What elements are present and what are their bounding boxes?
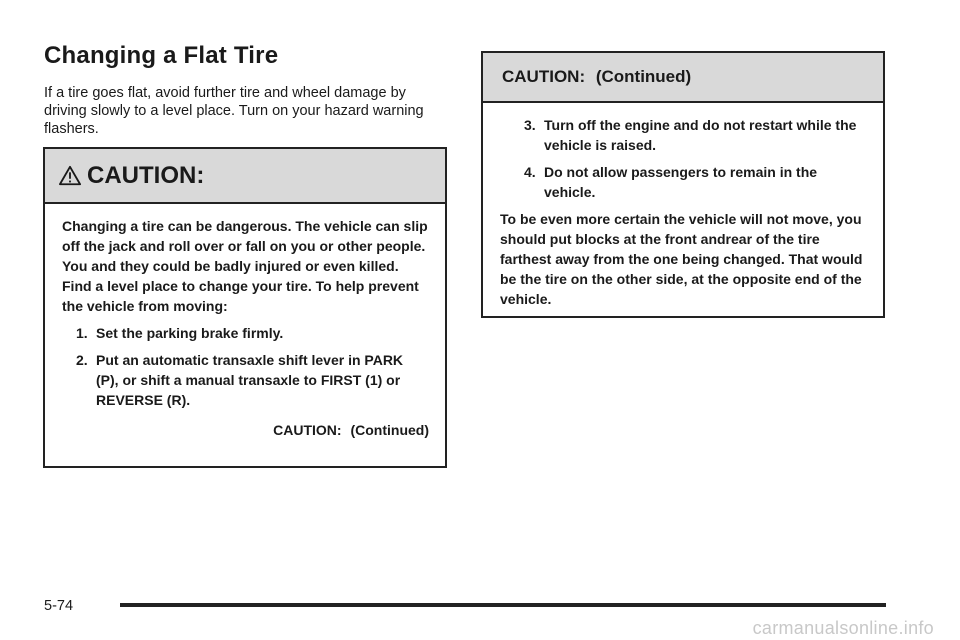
caution-list [62, 323, 429, 410]
caution-box-right [481, 51, 885, 318]
caution-continued-note: CAUTION: (Continued) [273, 422, 429, 438]
list-item-text: Do not allow passengers to remain in the vehicle. [544, 164, 818, 200]
intro-paragraph: If a tire goes flat, avoid further tire and wheel damage by driving slowly to a level place. Turn on your hazard warning flashers. [44, 85, 424, 137]
caution-body [483, 103, 883, 309]
list-item-number: 2. [76, 352, 88, 368]
list-item [62, 350, 429, 410]
caution-list [500, 115, 867, 202]
page-number: 5-74 [44, 598, 74, 614]
list-item-text: Set the parking brake firmly. [96, 325, 284, 341]
list-item-number: 4. [524, 164, 536, 180]
footer-rule [120, 603, 886, 607]
list-item-text: Turn off the engine and do not restart while the vehicle is raised. [544, 117, 857, 153]
watermark: carmanualsonline.info [752, 618, 934, 638]
list-item [62, 323, 429, 343]
warning-triangle-icon [59, 165, 81, 187]
caution-box-left [43, 147, 447, 468]
list-item-number: 1. [76, 325, 88, 341]
list-item-text: Put an automatic transaxle shift lever in PARK (P), or shift a manual transaxle to FIRST (1) or REVERSE (R). [96, 352, 404, 408]
list-item [500, 162, 867, 202]
caution-title: CAUTION: (Continued) [502, 67, 692, 86]
caution-header [45, 149, 445, 204]
caution-title: CAUTION: [87, 161, 205, 189]
list-item [500, 115, 867, 155]
caution-paragraph: To be even more certain the vehicle will not move, you should put blocks at the front andrear of the tire farthest away from the one being changed. That would be the tire on the other side, at the opposite end of the vehicle. [500, 211, 863, 307]
caution-header [483, 53, 883, 103]
list-item-number: 3. [524, 117, 536, 133]
page-title: Changing a Flat Tire [44, 42, 279, 69]
caution-body [45, 204, 445, 440]
caution-paragraph: Changing a tire can be dangerous. The vehicle can slip off the jack and roll over or fall on you or other people. You and they could be badly injured or even killed. Find a level place to change your tire. To help prevent the vehicle from moving: [62, 218, 428, 314]
